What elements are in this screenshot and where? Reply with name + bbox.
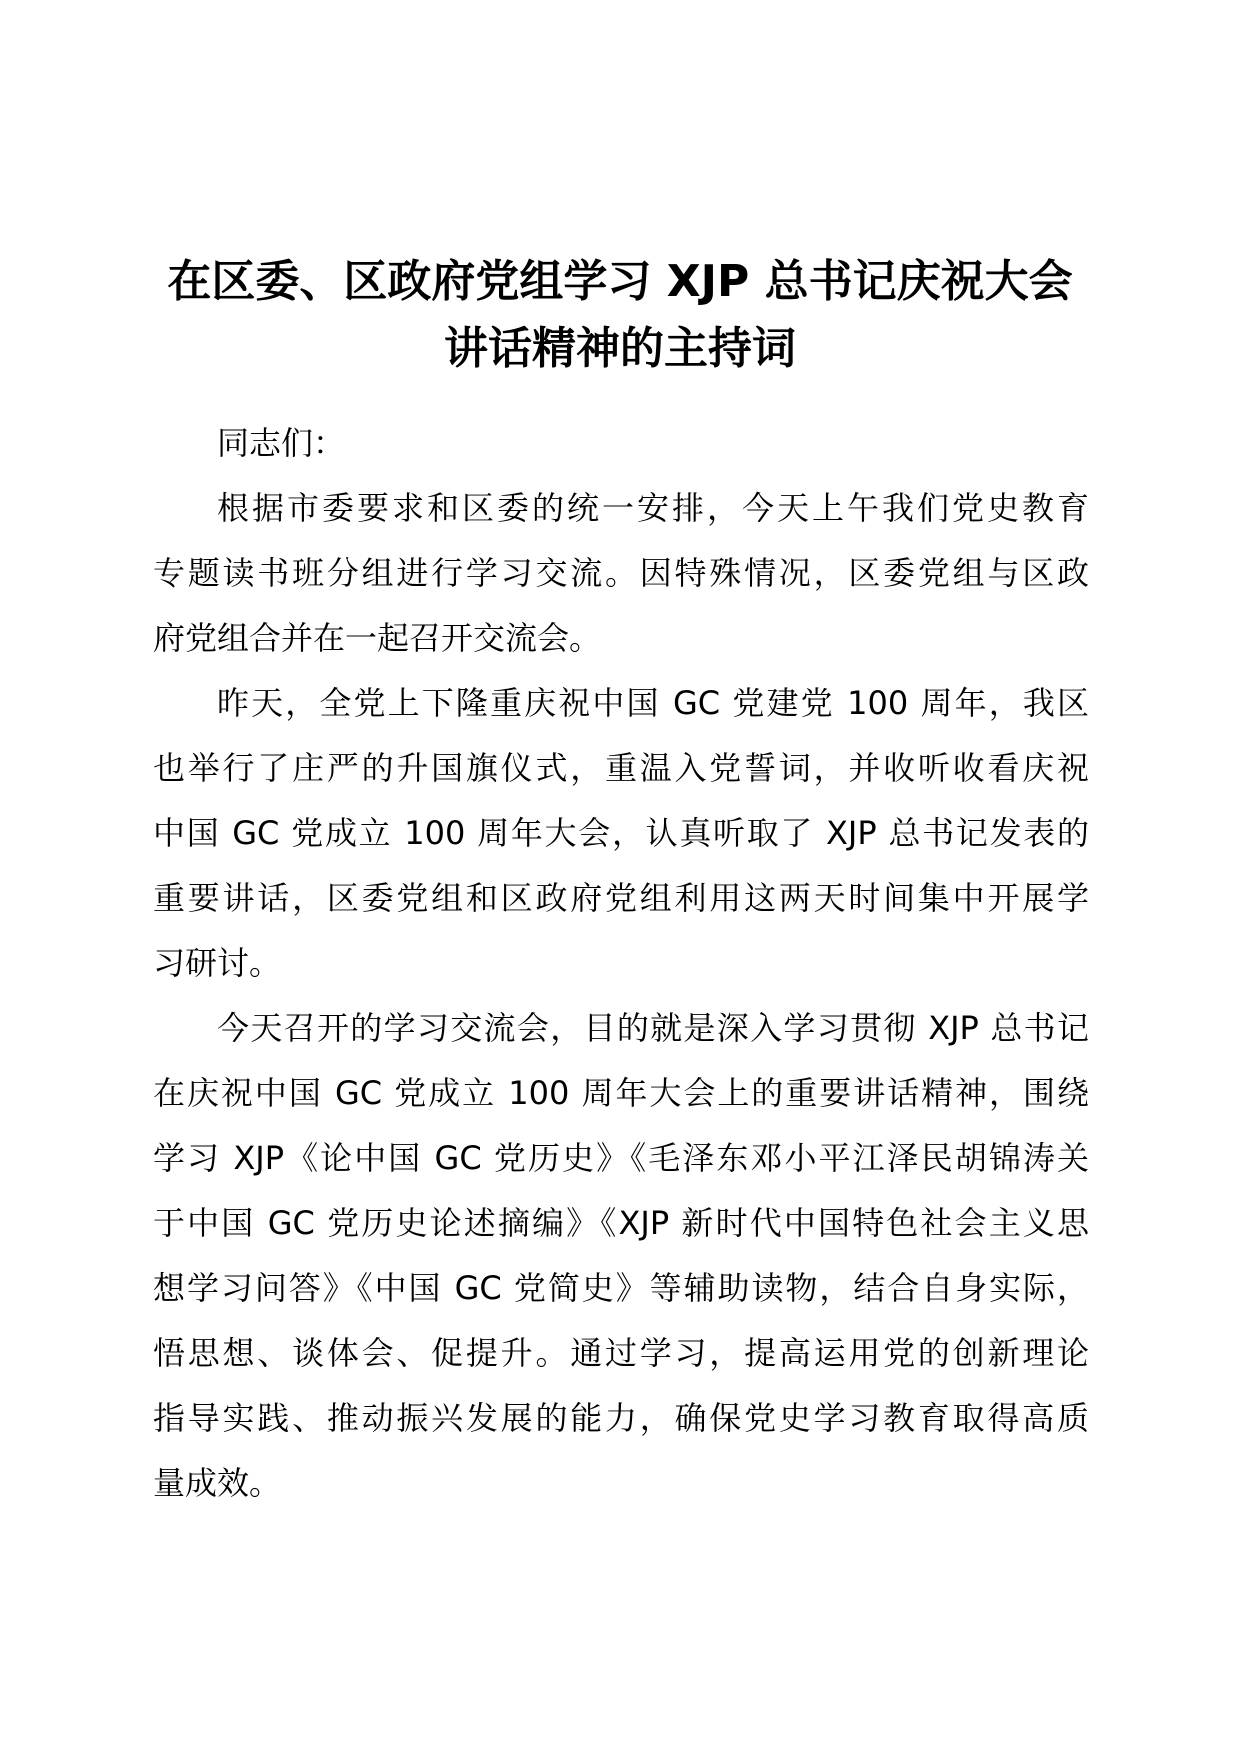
document-title xyxy=(150,248,1090,382)
paragraph-line: 专题读书班分组进行学习交流。因特殊情况，区委党组与区政 xyxy=(153,554,1089,592)
title-line-2: 讲话精神的主持词 xyxy=(444,323,796,374)
paragraph-line: 昨天，全党上下隆重庆祝中国 GC 党建党 100 周年，我区 xyxy=(217,684,1089,722)
salutation: 同志们： xyxy=(217,424,346,462)
paragraph-line: 量成效。 xyxy=(153,1464,282,1502)
paragraph-line: 学习 XJP《论中国 GC 党历史》《毛泽东邓小平江泽民胡锦涛关 xyxy=(153,1139,1089,1177)
paragraph-2 xyxy=(153,671,1089,996)
paragraph-line: 指导实践、推动振兴发展的能力，确保党史学习教育取得高质 xyxy=(153,1399,1089,1437)
paragraph-line: 根据市委要求和区委的统一安排，今天上午我们党史教育 xyxy=(217,489,1089,527)
title-line-1: 在区委、区政府党组学习 XJP 总书记庆祝大会 xyxy=(167,256,1073,307)
paragraph-3 xyxy=(153,996,1089,1516)
paragraph-line: 今天召开的学习交流会，目的就是深入学习贯彻 XJP 总书记 xyxy=(217,1009,1089,1047)
paragraph-line: 府党组合并在一起召开交流会。 xyxy=(153,619,602,657)
paragraph-line: 悟思想、谈体会、促提升。通过学习，提高运用党的创新理论 xyxy=(153,1334,1089,1372)
paragraph-line: 在庆祝中国 GC 党成立 100 周年大会上的重要讲话精神，围绕 xyxy=(153,1074,1089,1112)
paragraph-line: 于中国 GC 党历史论述摘编》《XJP 新时代中国特色社会主义思 xyxy=(153,1204,1089,1242)
paragraph-line: 也举行了庄严的升国旗仪式，重温入党誓词，并收听收看庆祝 xyxy=(153,749,1089,787)
paragraph-line: 重要讲话，区委党组和区政府党组利用这两天时间集中开展学 xyxy=(153,879,1089,917)
document-body xyxy=(153,411,1089,1516)
paragraph-line: 中国 GC 党成立 100 周年大会，认真听取了 XJP 总书记发表的 xyxy=(153,814,1089,852)
paragraph-1 xyxy=(153,476,1089,671)
paragraph-line: 想学习问答》《中国 GC 党简史》等辅助读物，结合自身实际， xyxy=(153,1269,1089,1307)
paragraph-line: 习研讨。 xyxy=(153,944,282,982)
